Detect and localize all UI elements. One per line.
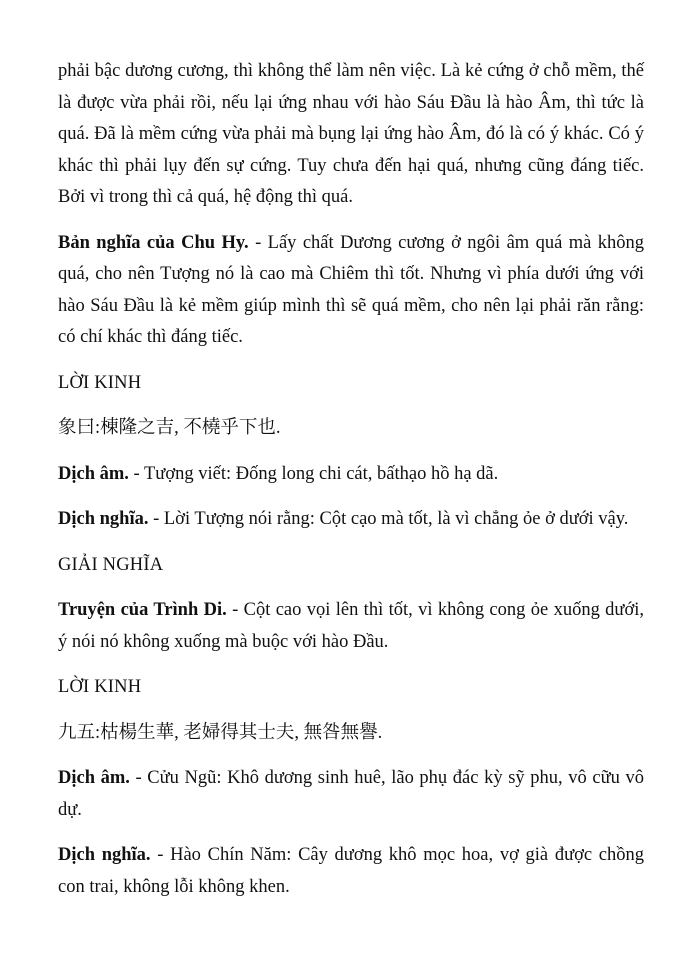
section-heading-loi-kinh: LỜI KINH — [58, 372, 142, 393]
paragraph-text: - Cửu Ngũ: Khô dương sinh huê, lão phụ đác kỳ sỹ phu, vô cữu vô dự. — [58, 768, 644, 820]
paragraph-text: - Tượng viết: Đống long chi cát, bấthạo hồ hạ dã. — [128, 463, 499, 484]
paragraph-text: - Cột cao vọi lên thì tốt, vì không cong ỏe xuống dưới, ý nói nó không xuống mà buộc với hào Đầu. — [58, 600, 645, 652]
paragraph-label: Dịch âm. — [58, 463, 129, 484]
paragraph-dich-nghia — [58, 504, 644, 536]
paragraph-chu-hy — [58, 228, 644, 354]
paragraph-dich-nghia-2 — [58, 840, 644, 903]
paragraph-label: Truyện của Trình Di. — [58, 600, 227, 620]
paragraph-text: - Hào Chín Năm: Cây dương khô mọc hoa, vợ già được chồng con trai, không lỗi không khen. — [58, 845, 645, 897]
paragraph-label: Dịch nghĩa. — [58, 509, 149, 529]
paragraph-trinh-di — [58, 595, 644, 658]
paragraph-text: - Lấy chất Dương cương ở ngôi âm quá mà không quá, cho nên Tượng nó là cao mà Chiêm thì tốt. Nhưng vì phía dưới ứng với hào Sáu Đầu là kẻ mềm giúp mình thì sẽ quá mềm, cho nên lại phải răn rằng: có chí khác thì đáng tiếc. — [58, 232, 644, 347]
section-heading-loi-kinh-2: LỜI KINH — [58, 677, 142, 697]
paragraph-dich-am — [58, 459, 644, 491]
paragraph-label: Dịch âm. — [58, 768, 130, 788]
document-page — [58, 56, 644, 917]
paragraph-label: Bản nghĩa của Chu Hy. — [58, 232, 249, 253]
paragraph-text: - Lời Tượng nói rằng: Cột cạo mà tốt, là vì chẳng ỏe ở dưới vậy. — [148, 509, 629, 529]
paragraph-dich-am-2 — [58, 763, 644, 826]
section-heading-giai-nghia: GIẢI NGHĨA — [58, 554, 164, 575]
classical-chinese-text: 象曰:棟隆之吉, 不橈乎下也. — [58, 418, 281, 438]
paragraph-intro: phải bậc dương cương, thì không thể làm nên việc. Là kẻ cứng ở chỗ mềm, thế là được vừa phải rồi, nếu lại ứng nhau với hào Sáu Đầu là hào Âm, thì tức là quá. Đã là mềm cứng vừa phải mà bụng lại ứng hào Âm, đó là có ý khác. Có ý khác thì phải lụy đến sự cứng. Tuy chưa đến hại quá, nhưng cũng đáng tiếc. Bởi vì trong thì cả quá, hệ động thì quá. — [58, 61, 644, 207]
classical-chinese-text-2: 九五:枯楊生華, 老婦得其士夫, 無咎無譽. — [58, 722, 383, 743]
paragraph-label: Dịch nghĩa. — [58, 845, 151, 865]
